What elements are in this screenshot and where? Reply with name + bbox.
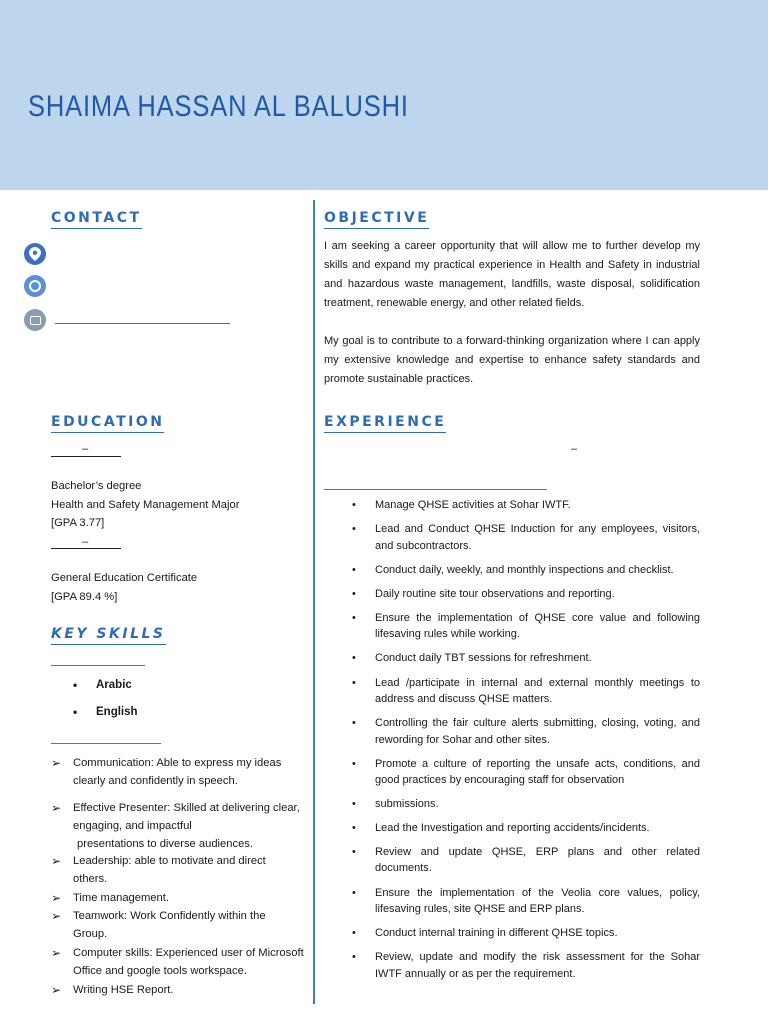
education-dash-1: – <box>82 443 89 455</box>
experience-item: • Conduct internal training in different QHSE topics. <box>352 927 618 940</box>
column-divider <box>313 200 315 1004</box>
location-icon <box>24 243 46 265</box>
contact-heading: CONTACT <box>51 210 142 226</box>
experience-item: • Ensure the implementation of QHSE core value and following lifesaving rules while working. <box>352 611 700 641</box>
soft-skill-item: ➢ Computer skills: Experienced user of Microsoft Office and google tools workspace. <box>51 946 304 977</box>
experience-item: • Lead and Conduct QHSE Induction for any employees, visitors, and subcontractors. <box>352 523 700 552</box>
language-item: • Arabic <box>73 678 132 692</box>
experience-item: • Conduct daily, weekly, and monthly inspections and checklist. <box>352 563 674 576</box>
email-icon <box>24 309 46 331</box>
education-rule-1 <box>51 456 121 457</box>
education-major: Health and Safety Management Major <box>51 499 240 511</box>
experience-item: • Daily routine site tour observations and reporting. <box>352 587 615 600</box>
experience-item: • Lead /participate in internal and external monthly meetings to address and discuss QHSE matters. <box>352 676 700 706</box>
education-dash-2: – <box>82 536 89 548</box>
soft-skill-item: ➢ Writing HSE Report. <box>51 983 174 997</box>
objective-paragraph-1: I am seeking a career opportunity that will allow me to further develop my skills and expand my practical experience in Health and Safety in industrial and hazardous waste management, landfills, waste disposal, solidification treatment, renewable energy, and other related fields. <box>324 240 700 309</box>
key-skills-heading: KEY SKILLS <box>51 626 166 642</box>
phone-icon <box>24 275 46 297</box>
education-gpa-2: [GPA 89.4 %] <box>51 591 118 603</box>
experience-item: • Review and update QHSE, ERP plans and other related documents. <box>352 845 700 875</box>
soft-skill-item: ➢ Communication: Able to express my ideas clearly and confidently in speech. <box>51 756 282 787</box>
experience-item: • submissions. <box>352 797 439 810</box>
education-certificate: General Education Certificate <box>51 572 198 584</box>
soft-skill-item: ➢ Time management. <box>51 891 169 905</box>
experience-dash: – <box>571 443 578 455</box>
soft-skill-item: ➢ Effective Presenter: Skilled at delivering clear, engaging, and impactful <box>51 801 300 832</box>
contact-email-underline <box>55 323 230 324</box>
soft-skill-item: ➢ Leadership: able to motivate and direct others. <box>51 854 266 885</box>
skills-rule-1 <box>51 665 145 666</box>
education-degree: Bachelor’s degree <box>51 480 142 492</box>
language-list <box>73 676 138 730</box>
header-banner <box>0 0 768 190</box>
language-item: • English <box>73 705 138 719</box>
experience-list <box>352 497 700 990</box>
experience-item: • Conduct daily TBT sessions for refreshment. <box>352 652 592 665</box>
skills-rule-2 <box>51 743 161 744</box>
education-heading: EDUCATION <box>51 414 165 430</box>
soft-skill-item: ➢ Teamwork: Work Confidently within the Group. <box>51 909 266 940</box>
experience-rule <box>324 489 547 490</box>
experience-item: • Lead the Investigation and reporting accidents/incidents. <box>352 821 650 834</box>
experience-item: • Ensure the implementation of the Veolia core values, policy, lifesaving rules, site QHSE and ERP plans. <box>352 886 700 916</box>
experience-item: • Promote a culture of reporting the unsafe acts, conditions, and good practices by encouraging staff for observation <box>352 757 700 787</box>
experience-heading: EXPERIENCE <box>324 414 447 430</box>
objective-heading: OBJECTIVE <box>324 210 430 226</box>
soft-skill-item: presentations to diverse audiences. <box>77 838 254 850</box>
experience-item: • Review, update and modify the risk assessment for the Sohar IWTF annually or as per the requirement. <box>352 951 700 980</box>
education-rule-2 <box>51 548 121 549</box>
soft-skills-list <box>51 754 309 999</box>
experience-item: • Controlling the fair culture alerts submitting, closing, voting, and rewording for Sohar and other sites. <box>352 717 700 746</box>
experience-item: • Manage QHSE activities at Sohar IWTF. <box>352 499 571 511</box>
education-gpa-1: [GPA 3.77] <box>51 517 105 529</box>
candidate-name: SHAIMA HASSAN AL BALUSHI <box>28 90 409 123</box>
objective-paragraph-2: My goal is to contribute to a forward-thinking organization where I can apply my extensive knowledge and expertise to enhance safety standards and promote sustainable practices. <box>324 335 700 385</box>
